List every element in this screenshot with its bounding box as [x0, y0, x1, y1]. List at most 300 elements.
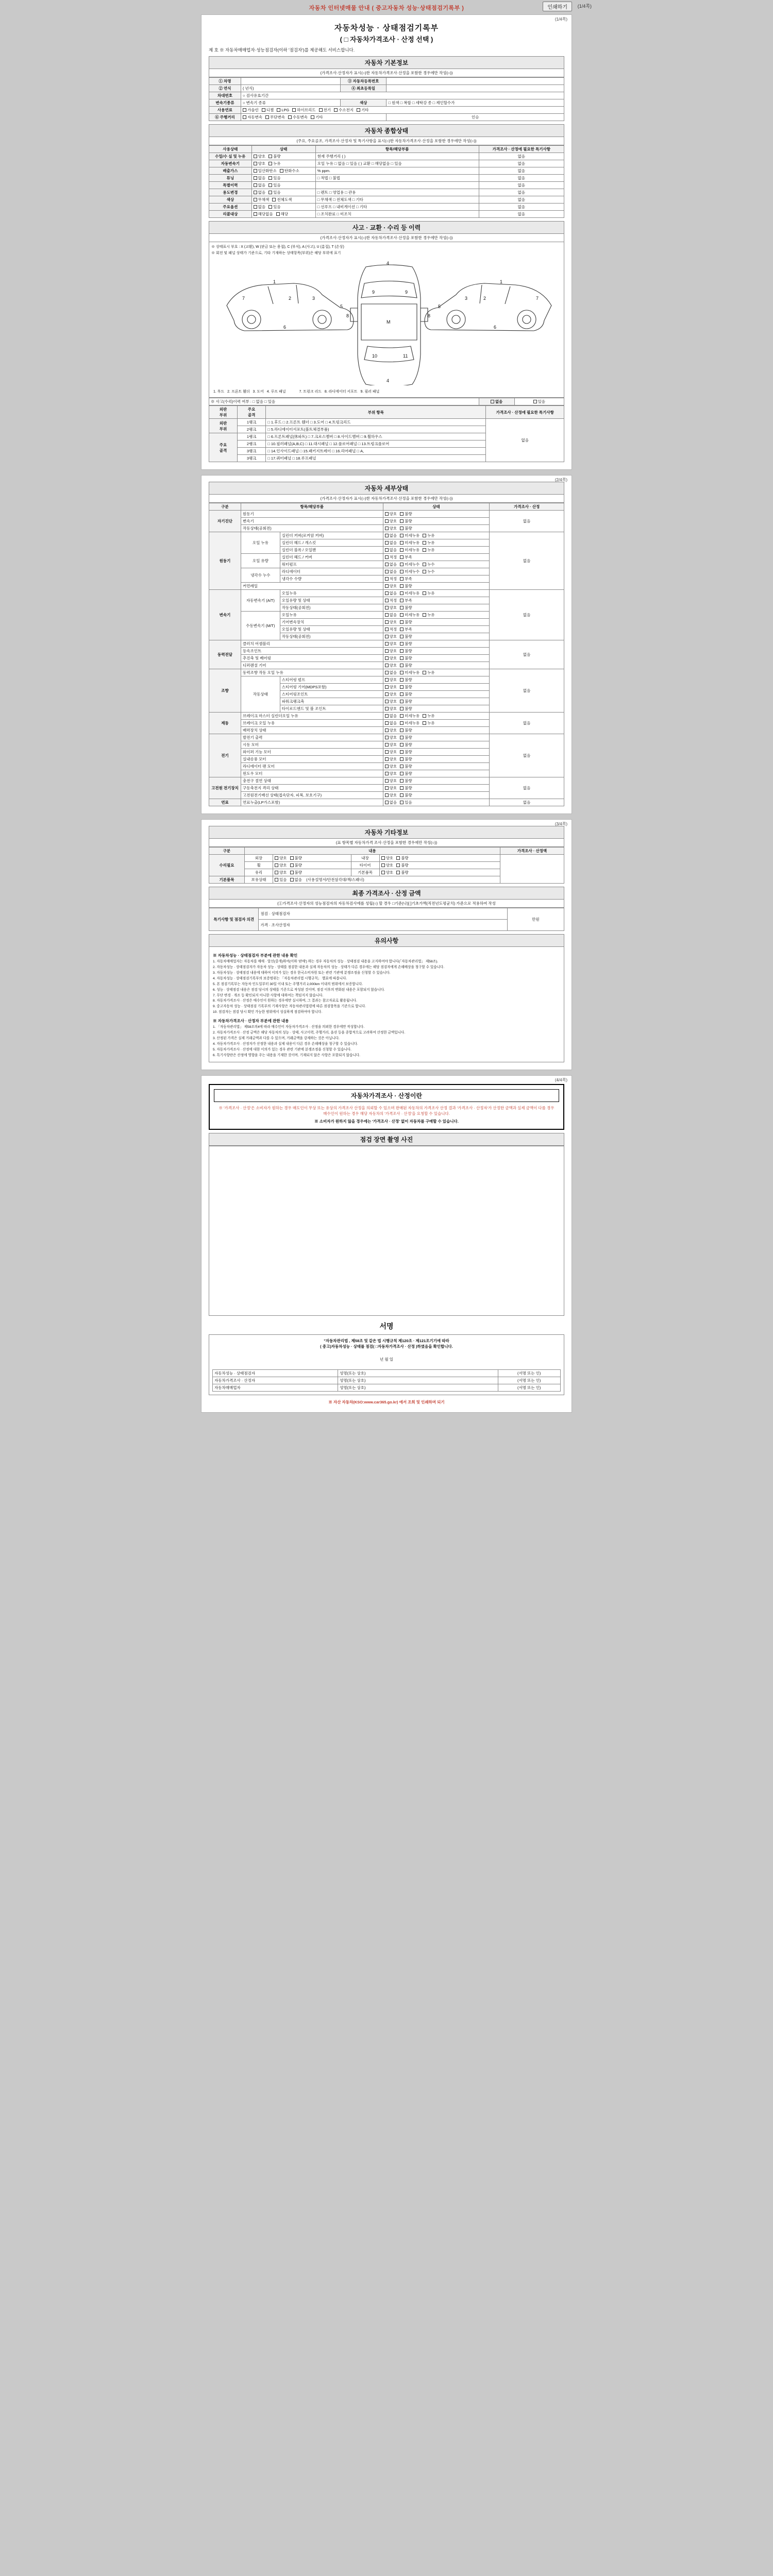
o-opt-2[interactable]: 양호 불량	[273, 869, 351, 876]
price-amount-label: 만원	[507, 908, 564, 931]
cell-firstreg-value[interactable]	[386, 85, 564, 92]
price-table	[209, 908, 564, 931]
dopt-2-3[interactable]: 없음 미세누유 누유	[383, 612, 490, 619]
th-frame-3: 부위 항목	[266, 406, 486, 419]
frame-rank-4: 3랭크	[238, 448, 266, 455]
svg-text:2: 2	[289, 296, 292, 301]
price-definition-text-1: ※ '가격조사 · 산정'은 소비자가 원하는 경우 매도인이 무상 또는 유상의 가격조사 산정을 의뢰할 수 있으며 판매된 자동차의 가격조사 산정 결과 '가격조사 · 산정자'가 산정한 금액과 실제 금액이 다를 경우	[219, 1105, 554, 1110]
dopt-5-1[interactable]: 없음 미세누유 누유	[383, 720, 490, 727]
row-state-2[interactable]: 일산화탄소 탄화수소	[251, 167, 315, 175]
row-label-7: 주요옵션	[209, 204, 252, 211]
frame-group-main: 주요 골격	[209, 433, 238, 462]
svg-text:1: 1	[273, 279, 276, 284]
topbar-title: 자동차 인터넷매물 안내 ( 중고자동차 성능·상태점검기록부 )	[309, 5, 464, 11]
o-group-repair: 수리필요	[209, 855, 245, 876]
svg-text:M: M	[386, 319, 391, 325]
ditem-0-0: 원동기	[241, 511, 383, 518]
ditem-1-0: 오일 누유	[241, 532, 280, 554]
o-group-basic: 기본품목	[209, 876, 245, 884]
ditem-7-2: 고전원전기배선 상태(접속단자, 피복, 보호기구)	[241, 792, 383, 799]
notice-p-1-3: 4. 자동차가격조사 · 산정자가 산정한 내용과 실제 내용이 다른 경우 손해배상을 청구할 수 있습니다.	[213, 1042, 358, 1046]
frame-txt-0[interactable]: □ 1.후드 □ 2.프론트 휀더 □ 3.도어 □ 4.트렁크리드	[266, 419, 486, 426]
svg-text:9: 9	[405, 290, 408, 295]
dsub-2-6: 작동상태(공회전)	[280, 633, 383, 640]
row-items-0[interactable]: 현재 주행거리 ( )	[315, 153, 479, 160]
diagram-parts-right: 7. 트렁크 리드 8. 라디에이터 서포트 9. 필러 패널	[299, 390, 380, 394]
row-note-1: 없음	[479, 160, 564, 167]
o-opt-0[interactable]: 양호 불량	[273, 855, 351, 862]
page-2	[201, 475, 572, 814]
dopt-1-5[interactable]: 없음 미세누수 누수	[383, 568, 490, 575]
notice-h-0: ※ 자동차성능 · 상태점검자 부분에 관한 내용 확인	[213, 953, 298, 958]
row-label-6: 색상	[209, 196, 252, 204]
section-total-title: 자동차 종합상태	[209, 124, 564, 137]
price-section-note: (①가격조사·산정자의 성능점검자의 자동차검사에를 성립(○) 할 경우 □기준(나)[ ]기초가액(직전년도평균치) 가준으로 적용하여 작성	[209, 900, 564, 908]
svg-text:6: 6	[283, 325, 287, 330]
section-basic-title: 자동차 기본정보	[209, 56, 564, 69]
svg-text:3: 3	[465, 296, 468, 301]
sign-row-1-right[interactable]: 성명(또는 상호)	[338, 1377, 498, 1384]
notice-p-0-7: 8. 자동차가격조사 · 산정은 매수인이 원하는 경우에만 실시하며, 그 결과는 참고자료로 활용됩니다.	[213, 999, 357, 1003]
dopt-1-0[interactable]: 없음 미세누유 누유	[383, 532, 490, 539]
row-note-5: 없음	[479, 189, 564, 196]
ditem-3-0: 클러치 어셈블리	[241, 640, 383, 648]
signature-title: 서명	[379, 1321, 394, 1330]
frame-txt-1[interactable]: □ 5.라디에이터서포트(볼트체결부품)	[266, 426, 486, 433]
th-note: 가격조사 · 산정에 필요한 특기사항	[479, 146, 564, 153]
o-item2-1: 타이어	[351, 862, 379, 869]
svg-text:9: 9	[372, 290, 375, 295]
svg-text:4: 4	[386, 261, 390, 266]
car-diagram	[209, 242, 564, 398]
svg-text:7: 7	[536, 296, 539, 301]
dsub-2-2: 작동상태(공회전)	[280, 604, 383, 612]
cell-fuel-options[interactable]: 가솔린 디젤 LPG 하이브리드 전기 수소전지 기타	[241, 107, 564, 114]
dopt-2-2[interactable]: 양호 불량	[383, 604, 490, 612]
row-state-1[interactable]: 양호 누유	[251, 160, 315, 167]
ditem-6-2: 와이퍼 기능 모터	[241, 749, 383, 756]
dsub-1-4: 워터펌프	[280, 561, 383, 568]
dopt-4-5[interactable]: 양호 불량	[383, 705, 490, 713]
row-label-0: 수밀/수 실 및 누유	[209, 153, 252, 160]
svg-text:4: 4	[386, 378, 390, 383]
page-title: 자동차성능 · 상태점검기록부	[334, 24, 439, 32]
cell-carname-value[interactable]	[241, 78, 341, 85]
svg-text:8: 8	[428, 313, 431, 318]
svg-text:11: 11	[403, 353, 408, 359]
svg-text:2: 2	[483, 296, 486, 301]
ditem-0-1: 변속기	[241, 518, 383, 525]
row-state-5[interactable]: 없음 있음	[251, 189, 315, 196]
cell-regnum-label: ③ 자동차등록번호	[340, 78, 386, 85]
notice-p-0-9: 10. 점검자는 점검 당시 확인 가능한 범위에서 성실하게 점검하여야 합니다.	[213, 1010, 323, 1014]
dsub-2-4: 기어변속장치	[280, 619, 383, 626]
price-definition-text-2: 매수인이 원하는 경우 해당 자동차의 '가격조사 · 산정'을 요청할 수 있습니다.	[323, 1111, 450, 1116]
th-o-0: 구분	[209, 848, 245, 855]
th-frame-2: 주요 골격	[238, 406, 266, 419]
dgroup-7: 고전원 전기장치	[209, 777, 241, 799]
ditem-1-7: 커먼레일	[241, 583, 383, 590]
dgroup-5: 제동	[209, 713, 241, 734]
th-d-3: 가격조사 · 산정	[490, 503, 564, 511]
row-items-2[interactable]: % ppm.	[315, 167, 479, 175]
ditem-3-3: 디퍼렌셜 기어	[241, 662, 383, 669]
dopt-2-1[interactable]: 적정 부족	[383, 597, 490, 604]
dsub-1-3: 실린더 헤드 / 커버	[280, 554, 383, 561]
section-accident-title: 사고 · 교환 · 수리 등 이력	[209, 221, 564, 234]
cell-carname-label: ① 차명	[209, 78, 241, 85]
dgroup-8: 연료	[209, 799, 241, 806]
row-state-7[interactable]: 없음 있음	[251, 204, 315, 211]
row-note-2: 없음	[479, 167, 564, 175]
signature-table	[212, 1369, 561, 1392]
row-label-1: 자동변속기	[209, 160, 252, 167]
dopt-4-2[interactable]: 양호 불량	[383, 684, 490, 691]
ditem-8-0: 연료누출(LP가스포함)	[241, 799, 383, 806]
ditem-3-2: 추진축 및 베어링	[241, 655, 383, 662]
price-label: 특기사항 및 점검자 의견	[209, 908, 259, 931]
notice-p-0-4: 5. 본 점검기록부는 자동차 인도일부터 30일 이내 또는 주행거리 2,000km 이내의 범위에서 보증합니다.	[213, 982, 363, 986]
total-state-table	[209, 145, 564, 218]
th-frame-1: 외판 부위	[209, 406, 238, 419]
other-info-table	[209, 847, 564, 884]
row-label-8: 리콜대상	[209, 211, 252, 218]
cell-use-options[interactable]: 자동변속 무단변속 수동변속 기타	[241, 114, 386, 121]
detail-state-table	[209, 503, 564, 806]
dsub-1-0: 실린더 커버(로커암 커버)	[280, 532, 383, 539]
o-item2-2: 기본품목	[351, 869, 379, 876]
row-items-7[interactable]: □ 선루프 □ 내비게이션 □ 기타	[315, 204, 479, 211]
sign-date: 년 월 일	[380, 1357, 393, 1362]
dsub-4-2: 스티어링 기어(MDPS포함)	[280, 684, 383, 691]
cell-firstreg-label: ④ 최초등록일	[340, 85, 386, 92]
ditem-2-3: 수동변속기 (M/T)	[241, 612, 280, 640]
dopt-2-5[interactable]: 적정 부족	[383, 626, 490, 633]
row-state-3[interactable]: 없음 있음	[251, 175, 315, 182]
page-2-title: 자동차 세부상태	[209, 482, 564, 495]
dopt-4-0[interactable]: 없음 미세누유 누유	[383, 669, 490, 676]
price-definition-box	[209, 1084, 564, 1130]
dnote-6: 없음	[490, 734, 564, 777]
car-diagram-canvas	[211, 257, 562, 388]
dopt-3-2[interactable]: 양호 불량	[383, 655, 490, 662]
sign-row-0-left: 자동차성능 · 상태점검자	[213, 1370, 338, 1377]
dopt-0-2[interactable]: 양호 불량	[383, 525, 490, 532]
ditem-1-3: 오일 유량	[241, 554, 280, 568]
row-label-4: 특별이력	[209, 182, 252, 189]
topbar-page: (1/4쪽)	[577, 4, 592, 9]
price-definition-strong: ※ 소비자가 원하지 않을 경우에는 '가격조사 · 산정' 없이 자동차를 구매할 수 있습니다.	[314, 1119, 459, 1124]
dgroup-2: 변속기	[209, 590, 241, 640]
row-note-6: 없음	[479, 196, 564, 204]
th-d-2: 상태	[383, 503, 490, 511]
dopt-3-3[interactable]: 양호 불량	[383, 662, 490, 669]
notice-title: 유의사항	[209, 934, 564, 947]
dsub-1-5: 라디에이터	[280, 568, 383, 575]
o-item-1: 휠	[244, 862, 273, 869]
dsub-2-1: 오일유량 및 상태	[280, 597, 383, 604]
page-3-note: (표 항목별 자동차가격 조사·산정을 포함한 경우에만 작성(○))	[209, 839, 564, 847]
th-o-1: 내용	[244, 848, 500, 855]
crash-opt-none[interactable]: 없음	[479, 398, 514, 405]
dopt-5-2[interactable]: 양호 불량	[383, 727, 490, 734]
th-state: 상태	[251, 146, 315, 153]
sign-row-0-right[interactable]: 성명(또는 상호)	[338, 1370, 498, 1377]
svg-text:5: 5	[438, 304, 441, 309]
frame-rank-3: 2랭크	[238, 440, 266, 448]
svg-text:8: 8	[346, 313, 349, 318]
ditem-6-1: 시동 모터	[241, 741, 383, 749]
row-items-4[interactable]	[315, 182, 479, 189]
dopt-6-5[interactable]: 양호 불량	[383, 770, 490, 777]
dsub-1-1: 실린더 헤드 / 개스킷	[280, 539, 383, 547]
dnote-0: 없음	[490, 511, 564, 532]
ditem-4-1: 작동상태	[241, 676, 280, 713]
dopt-1-3[interactable]: 적정 부족	[383, 554, 490, 561]
crash-opt-yes[interactable]: 있음	[514, 398, 564, 405]
sign-text-1: "자동차관리법 , 제58조 및 같은 법 시행규칙 제120조 · 제121조기기에 따라	[324, 1338, 449, 1343]
section-total-note: (주요, 주요골조, 가격조사·산정자 및 특기사항을 표시(○)한 자동차가격조사·산정을 포함한 경우에만 작성(○))	[209, 137, 564, 145]
dsub-2-0: 오일누유	[280, 590, 383, 597]
dopt-6-1[interactable]: 양호 불량	[383, 741, 490, 749]
page-1-mark: (1/4쪽)	[554, 17, 567, 22]
row-note-8: 없음	[479, 211, 564, 218]
sign-row-1-sig[interactable]: (서명 또는 인)	[498, 1377, 561, 1384]
notice-p-0-0: 1. 자동차매매업자는 자동차를 매매 · 알선(중개)하여(이하 '판매') 하는 경우 자동차의 성능 · 상태점검 내용을 고지하여야 합니다(「자동차관리법」 제58조).	[213, 960, 439, 964]
dopt-7-2[interactable]: 양호 불량	[383, 792, 490, 799]
notice-p-1-0: 1. 「자동차관리법」 제58조의4에 따라 매수인이 자동차가격조사 · 산정을 의뢰한 경우에만 작성합니다.	[213, 1025, 365, 1029]
sign-row-2-sig[interactable]: (서명 또는 인)	[498, 1384, 561, 1392]
ditem-1-5: 냉각수 누수	[241, 568, 280, 583]
sign-row-2-left: 자동차매매업자	[213, 1384, 338, 1392]
basic-info-table	[209, 77, 564, 121]
cell-trans-label: 변속기종류	[209, 99, 241, 107]
dnote-1: 없음	[490, 532, 564, 590]
dopt-7-0[interactable]: 양호 불량	[383, 777, 490, 785]
page-2-mark: (2/4쪽)	[554, 478, 567, 482]
ditem-6-0: 발전기 출력	[241, 734, 383, 741]
dnote-4: 없음	[490, 669, 564, 713]
th-d-0: 구분	[209, 503, 241, 511]
o-item-0: 외장	[244, 855, 273, 862]
page-4	[201, 1075, 572, 1413]
svg-text:6: 6	[494, 325, 497, 330]
frame-rank-2: 1랭크	[238, 433, 266, 440]
notice-p-1-4: 5. 자동차가격조사 · 산정에 대한 이의가 있는 경우 관련 기관에 분쟁조정을 신청할 수 있습니다.	[213, 1047, 352, 1052]
cell-fuel-label: 사용연료	[209, 107, 241, 114]
frame-rank-0: 1랭크	[238, 419, 266, 426]
dnote-2: 없음	[490, 590, 564, 640]
frame-group-outer: 외판 부위	[209, 419, 238, 433]
ditem-6-4: 라디에이터 팬 모터	[241, 763, 383, 770]
row-items-1[interactable]: 오일 누유 □ 없음 □ 있음 ( ) 교환 □ 해당없음 □ 있음	[315, 160, 479, 167]
th-items: 항목/해당부품	[315, 146, 479, 153]
dopt-1-6[interactable]: 적정 부족	[383, 575, 490, 583]
frame-txt-3[interactable]: □ 10.필러패널(A,B,C) □ 11.대시패널 □ 12.플로어패널 □ 13.트렁크플로어	[266, 440, 486, 448]
row-state-0[interactable]: 양호 불량	[251, 153, 315, 160]
dopt-6-0[interactable]: 양호 불량	[383, 734, 490, 741]
dopt-2-6[interactable]: 양호 불량	[383, 633, 490, 640]
row-label-3: 튜닝	[209, 175, 252, 182]
ditem-5-1: 브레이크 오일 누유	[241, 720, 383, 727]
ditem-5-2: 배력장치 상태	[241, 727, 383, 734]
notice-p-1-1: 2. 자동차가격조사 · 산정 금액은 해당 자동차의 성능 · 상태, 사고이력, 주행거리, 옵션 등을 종합적으로 고려하여 산정한 금액입니다.	[213, 1031, 406, 1035]
row-state-4[interactable]: 없음 있음	[251, 182, 315, 189]
page-1	[201, 14, 572, 470]
svg-text:5: 5	[340, 304, 343, 309]
dnote-5: 없음	[490, 713, 564, 734]
photo-section-title: 점검 장면 촬영 사진	[209, 1133, 564, 1146]
notice-p-0-8: 9. 중고자동차 성능 · 상태점검 기록부의 기재사항은 자동차관리법령에 따른 점검항목을 기준으로 합니다.	[213, 1005, 366, 1009]
th-use: 사용상태	[209, 146, 252, 153]
dsub-4-4: 파워크랭크축	[280, 698, 383, 705]
cell-year-label: ② 연식	[209, 85, 241, 92]
dopt-4-1[interactable]: 양호 불량	[383, 676, 490, 684]
frame-rank-1: 2랭크	[238, 426, 266, 433]
dgroup-6: 전기	[209, 734, 241, 777]
o-opt2-2[interactable]: 양호 불량	[379, 869, 500, 876]
notice-p-1-5: 6. 특기사항란은 산정에 영향을 주는 내용을 기재한 것이며, 기재되지 않은 사항은 포함되지 않습니다.	[213, 1053, 360, 1057]
dnote-7: 없음	[490, 777, 564, 799]
diagram-note-2: ※ 회전 및 패널 상태가 기준으로, 기타 기재하는 상태항목(부위)은 해당 부위에 표기	[211, 251, 341, 255]
dgroup-1: 원동기	[209, 532, 241, 590]
cell-seat-value[interactable]: 인승	[386, 114, 564, 121]
cell-mileage-label: ⑥ 주행거리	[209, 114, 241, 121]
dopt-6-4[interactable]: 양호 불량	[383, 763, 490, 770]
dgroup-0: 자기진단	[209, 511, 241, 532]
dnote-8: 없음	[490, 799, 564, 806]
row-items-3[interactable]: □ 적법 □ 불법	[315, 175, 479, 182]
o-opt-1[interactable]: 양호 불량	[273, 862, 351, 869]
notice-p-0-1: 2. 자동차성능 · 상태점검자가 자동차 성능 · 상태를 점검한 내용과 실제 자동차의 성능 · 상태가 다른 경우에는 해당 점검자에게 손해배상을 청구할 수 있습니다.	[213, 965, 445, 970]
notice-p-0-2: 3. 자동차성능 · 상태점검 내용에 대하여 이의가 있는 경우 한국소비자원 또는 관련 기관에 분쟁조정을 신청할 수 있습니다.	[213, 971, 391, 975]
dsub-4-3: 스티어링조인트	[280, 691, 383, 698]
dopt-6-2[interactable]: 양호 불량	[383, 749, 490, 756]
row-items-5[interactable]: □ 렌트 □ 영업용 □ 관용	[315, 189, 479, 196]
dopt-1-2[interactable]: 없음 미세누유 누유	[383, 547, 490, 554]
notice-body	[209, 947, 564, 1062]
dopt-2-0[interactable]: 없음 미세누유 누유	[383, 590, 490, 597]
o-item2-0: 내장	[351, 855, 379, 862]
notice-p-0-3: 4. 자동차성능 · 상태점검기록부의 보증범위는 「자동차관리법 시행규칙」 별표에 따릅니다.	[213, 976, 347, 980]
ditem-7-1: 구동축전지 격리 상태	[241, 785, 383, 792]
photo-area	[209, 1146, 564, 1316]
o-opt2-0[interactable]: 양호 불량	[379, 855, 500, 862]
cell-vin-label: 차대번호	[209, 92, 241, 99]
page-3-title: 자동차 기타정보	[209, 826, 564, 839]
section-accident-note: (가격조사·산정자가 표시(○)한 자동차가격조사·산정을 포함한 경우에만 작성(○))	[209, 234, 564, 242]
row-note-3: 없음	[479, 175, 564, 182]
dgroup-3: 동력전달	[209, 640, 241, 669]
section-basic-note: (가격조사·산정자가 표시(○)한 자동차가격조사·산정을 포함한 경우에만 작성(○))	[209, 69, 564, 77]
dopt-5-0[interactable]: 없음 미세누유 누유	[383, 713, 490, 720]
crash-left[interactable]: ※ 사고(수리)이력 여부 : □ 없음 □ 있음	[209, 398, 479, 405]
o-opt-3[interactable]: 있음 없음 (사용설명서/안전삼각대/잭/스패너)	[273, 876, 500, 884]
dopt-2-4[interactable]: 양호 불량	[383, 619, 490, 626]
row-items-6[interactable]: □ 무채색 □ 전체도색 □ 기타	[315, 196, 479, 204]
ditem-2-0: 자동변속기 (A/T)	[241, 590, 280, 612]
row-note-4: 없음	[479, 182, 564, 189]
row-items-8[interactable]: □ 조치완료 □ 미조치	[315, 211, 479, 218]
row-note-7: 없음	[479, 204, 564, 211]
frame-rank-5: 3랭크	[238, 455, 266, 462]
page-3-mark: (3/4쪽)	[554, 822, 567, 826]
dopt-3-1[interactable]: 양호 불량	[383, 648, 490, 655]
dopt-1-1[interactable]: 없음 미세누유 누유	[383, 539, 490, 547]
car-diagram-svg	[211, 257, 567, 385]
sign-row-2-right[interactable]: 성명(또는 상호)	[338, 1384, 498, 1392]
row-state-6[interactable]: 무채색 전체도색	[251, 196, 315, 204]
row-label-2: 배출가스	[209, 167, 252, 175]
notice-p-0-5: 6. 성능 · 상태점검 내용은 점검 당시의 상태를 기준으로 작성된 것이며, 점검 이후의 변화된 내용은 포함되지 않습니다.	[213, 988, 385, 992]
sign-row-0-sig[interactable]: (서명 또는 인)	[498, 1370, 561, 1377]
svg-text:1: 1	[500, 279, 503, 284]
price-section-title: 최종 가격조사 · 산정 금액	[209, 887, 564, 900]
notice-h-1: ※ 자동차가격조사 · 산정자 부분에 관한 내용	[213, 1019, 289, 1024]
dopt-1-7[interactable]: 양호 불량	[383, 583, 490, 590]
ditem-5-0: 브레이크 마스터 실린더오일 누유	[241, 713, 383, 720]
dopt-6-3[interactable]: 양호 불량	[383, 756, 490, 763]
diagram-parts-left: 1. 후드 2. 프론트 휀더 3. 도어 4. 루프 패널	[213, 390, 286, 394]
o-item-3: 보유상태	[244, 876, 273, 884]
cell-regnum-value[interactable]	[386, 78, 564, 85]
frame-txt-4[interactable]: □ 14.인사이드패널 □ 15.패키지트레이 □ 16.리어패널 □ A,	[266, 448, 486, 455]
cell-color-value[interactable]: □ 원색 □ 복합 □ 세탁강 종 □ 제인할수가	[386, 99, 564, 107]
dopt-0-1[interactable]: 양호 불량	[383, 518, 490, 525]
price-row-1[interactable]: 가격 · 조사산정자	[259, 920, 507, 931]
o-amount[interactable]	[500, 855, 564, 884]
cell-color-label: 색상	[340, 99, 386, 107]
notice-p-1-2: 3. 산정된 가격은 실제 거래금액과 다를 수 있으며, 거래금액을 강제하는 것은 아닙니다.	[213, 1037, 340, 1041]
notice-p-0-6: 7. 무단 변경 · 개조 등 확인되지 아니한 사항에 대하여는 책임지지 않습니다.	[213, 993, 324, 997]
cell-year-value[interactable]: ( 년식)	[241, 85, 341, 92]
page-2-note: (가격조사·산정자가 표시(○)한 자동차가격조사·산정을 포함한 경우에만 작성(○))	[209, 495, 564, 503]
diagram-note-1: ※ 상태표시 부호 : X (교환), W (판금 또는 용접), C (부식), A (사고), U (흠집), T (손상)	[211, 245, 344, 249]
signature-area	[209, 1334, 564, 1396]
dopt-8-0[interactable]: 없음 있음	[383, 799, 490, 806]
price-definition-title: 자동차가격조사 · 산정이란	[214, 1089, 559, 1102]
dopt-3-0[interactable]: 양호 불량	[383, 640, 490, 648]
dopt-7-1[interactable]: 양호 불량	[383, 785, 490, 792]
dsub-1-2: 실린더 블록 / 오일팬	[280, 547, 383, 554]
frame-txt-5[interactable]: □ 17.쿼터패널 □ 18.루프패널	[266, 455, 486, 462]
o-opt2-1[interactable]: 양호 불량	[379, 862, 500, 869]
print-button[interactable]: 인쇄하기	[543, 2, 572, 11]
row-state-8[interactable]: 해당없음 해당	[251, 211, 315, 218]
accident-history-table	[209, 398, 564, 405]
dnote-3: 없음	[490, 640, 564, 669]
svg-text:3: 3	[312, 296, 315, 301]
dgroup-4: 조향	[209, 669, 241, 713]
dopt-0-0[interactable]: 양호 불량	[383, 511, 490, 518]
cell-trans-value[interactable]: ○ 변속기 종류	[241, 99, 341, 107]
law-line: 제 호 ※ 자동차매매업자·성능점검자(이하 '점검자')를 제공해도 서비스합니다.	[209, 47, 355, 53]
cell-vin-value[interactable]: ○ 검사유효기간	[241, 92, 564, 99]
frame-damage-table	[209, 405, 564, 462]
page-4-footer: ※ 자산 자동차(KSO:www.car365.go.kr) 에서 조회 및 인쇄하며 되기	[328, 1400, 445, 1405]
price-row-0[interactable]: 점검 · 상태점검자	[259, 908, 507, 920]
dopt-1-4[interactable]: 없음 미세누수 누수	[383, 561, 490, 568]
row-label-5: 용도변경	[209, 189, 252, 196]
page-4-mark: (4/4쪽)	[554, 1077, 567, 1082]
frame-txt-2[interactable]: □ 6.프론트패널(休파트) □ 7.크로스멤버 □ 8.사이드멤버 □ 9.휠하우스	[266, 433, 486, 440]
sign-row-1-left: 자동차가격조사 · 산정자	[213, 1377, 338, 1384]
dopt-4-3[interactable]: 양호 불량	[383, 691, 490, 698]
th-o-3: 가격조사 · 산정액	[500, 848, 564, 855]
dopt-4-4[interactable]: 양호 불량	[383, 698, 490, 705]
dsub-2-3: 오일누유	[280, 612, 383, 619]
frame-note: 없음	[486, 419, 564, 462]
